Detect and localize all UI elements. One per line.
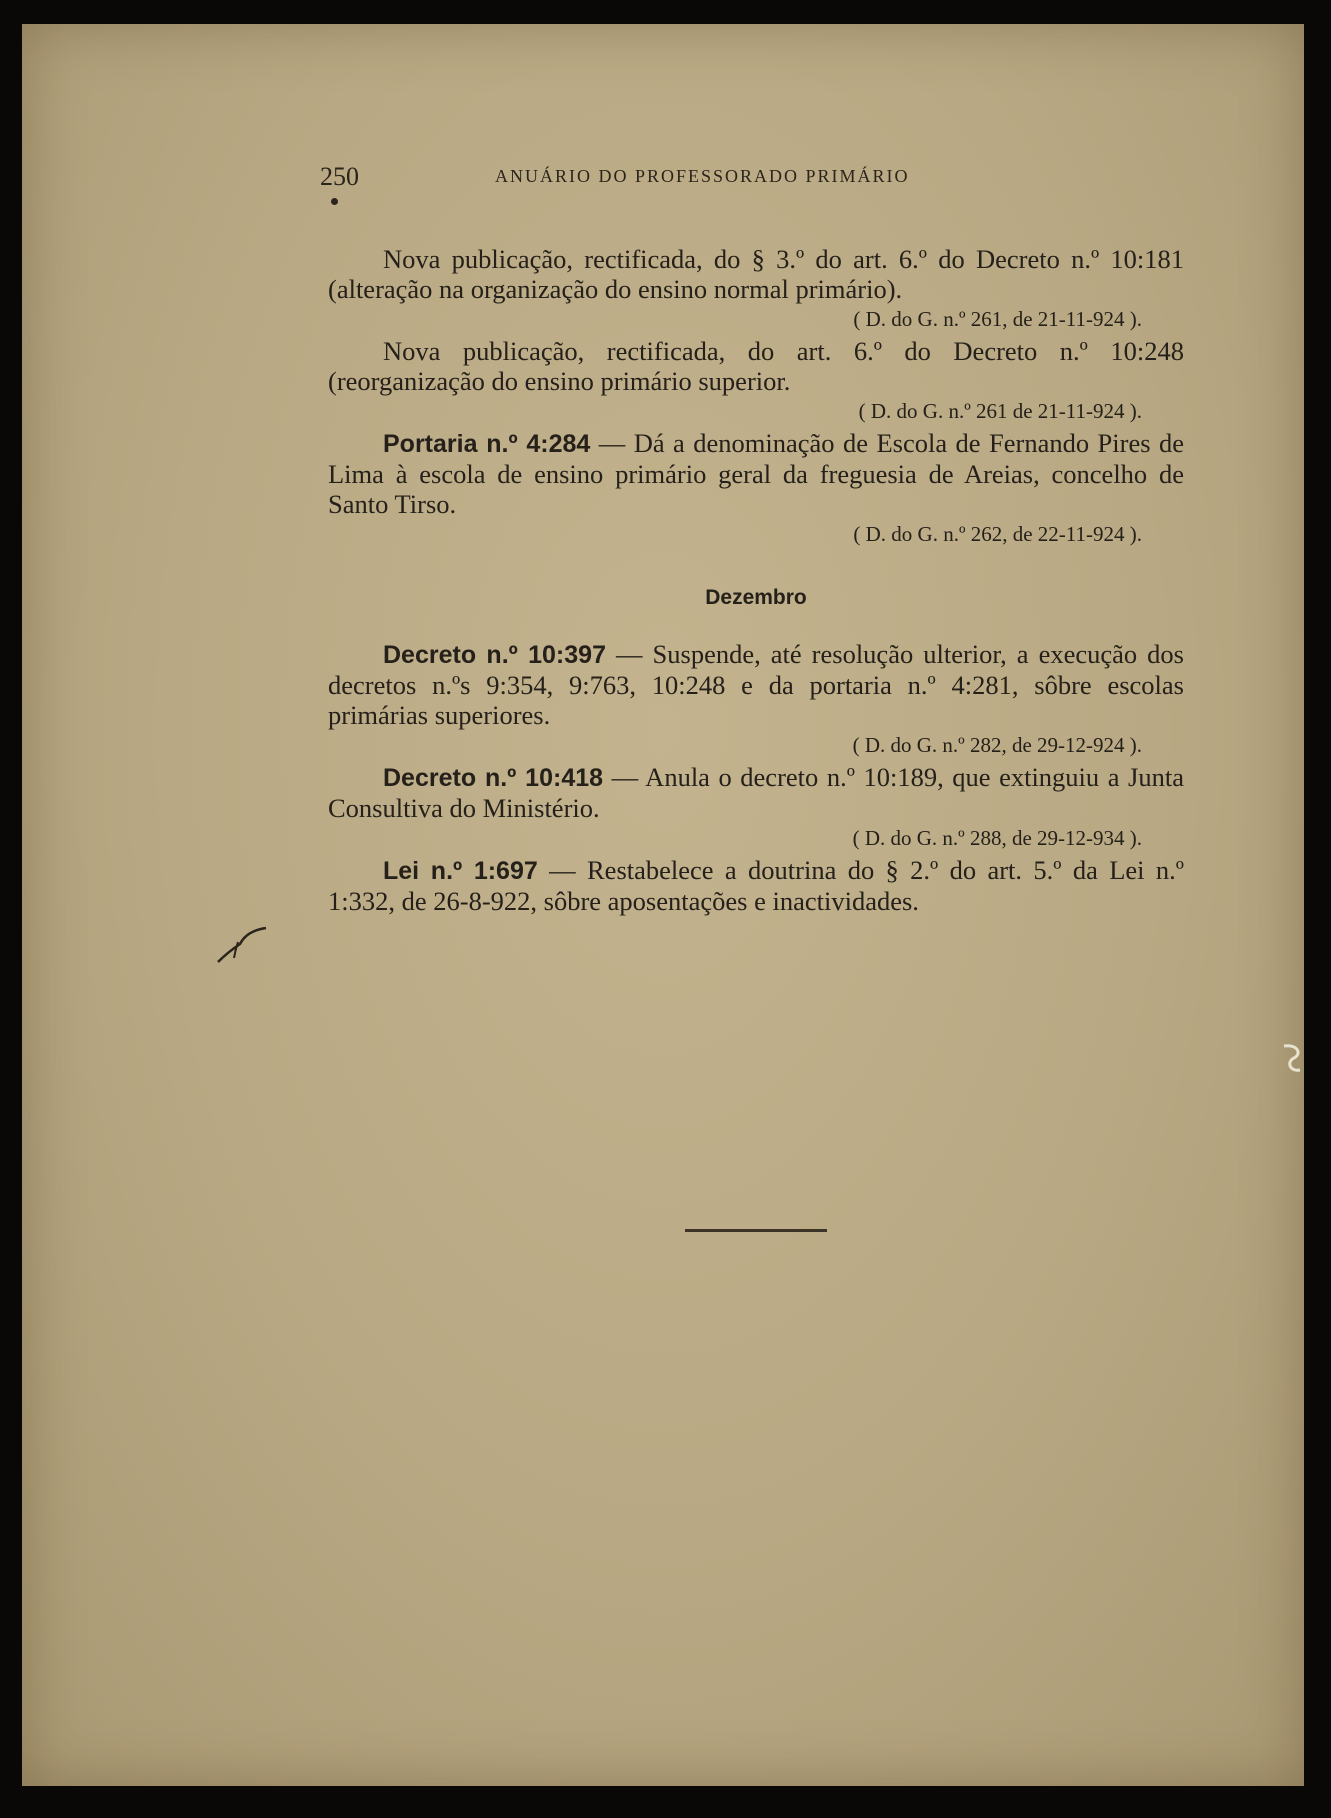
page-header [320, 162, 1000, 192]
entry-reference: Decreto n.º 10:397 [383, 641, 606, 669]
ink-dot [331, 198, 338, 205]
citation: ( D. do G. n.º 262, de 22-11-924 ). [853, 522, 1142, 546]
citation: ( D. do G. n.º 261, de 21-11-924 ). [853, 307, 1142, 331]
body-text [328, 244, 1184, 916]
entry-paragraph: Decreto n.º 10:397 — Suspende, até resolução ulterior, a execução dos decretos n.ºs 9:354, 9:763, 10:248 e da portaria n.º 4:281, sôbre escolas primárias superiores. [328, 639, 1184, 730]
citation: ( D. do G. n.º 288, de 29-12-934 ). [852, 826, 1142, 850]
citation: ( D. do G. n.º 282, de 29-12-924 ). [852, 733, 1142, 757]
entry-paragraph: Nova publicação, rectificada, do § 3.º do art. 6.º do Decreto n.º 10:181 (alteração na organização do ensino normal primário). [328, 244, 1184, 304]
entry-paragraph: Decreto n.º 10:418 — Anula o decreto n.º 10:189, que extinguiu a Junta Consultiva do Ministério. [328, 762, 1184, 823]
entry-reference: Portaria n.º 4:284 [383, 430, 591, 458]
page-number: 250 [320, 162, 359, 191]
entry-reference: Lei n.º 1:697 [383, 857, 538, 885]
bleed-through-rule [685, 1229, 827, 1232]
binding-thread-icon [1280, 1040, 1306, 1076]
entry-paragraph: Portaria n.º 4:284 — Dá a denominação de Escola de Fernando Pires de Lima à escola de ensino primário geral da freguesia de Areias, concelho de Santo Tirso. [328, 428, 1184, 519]
pencil-mark-icon [214, 918, 274, 968]
entry-paragraph: Nova publicação, rectificada, do art. 6.º do Decreto n.º 10:248 (reorganização do ensino primário superior. [328, 336, 1184, 396]
running-title: ANUÁRIO DO PROFESSORADO PRIMÁRIO [495, 166, 910, 186]
entry-reference: Decreto n.º 10:418 [383, 764, 604, 792]
entry-paragraph: Lei n.º 1:697 — Restabelece a doutrina do § 2.º do art. 5.º da Lei n.º 1:332, de 26-8-922, sôbre aposentações e inactividades. [328, 855, 1184, 916]
section-heading: Dezembro [705, 586, 807, 609]
citation: ( D. do G. n.º 261 de 21-11-924 ). [858, 399, 1142, 423]
